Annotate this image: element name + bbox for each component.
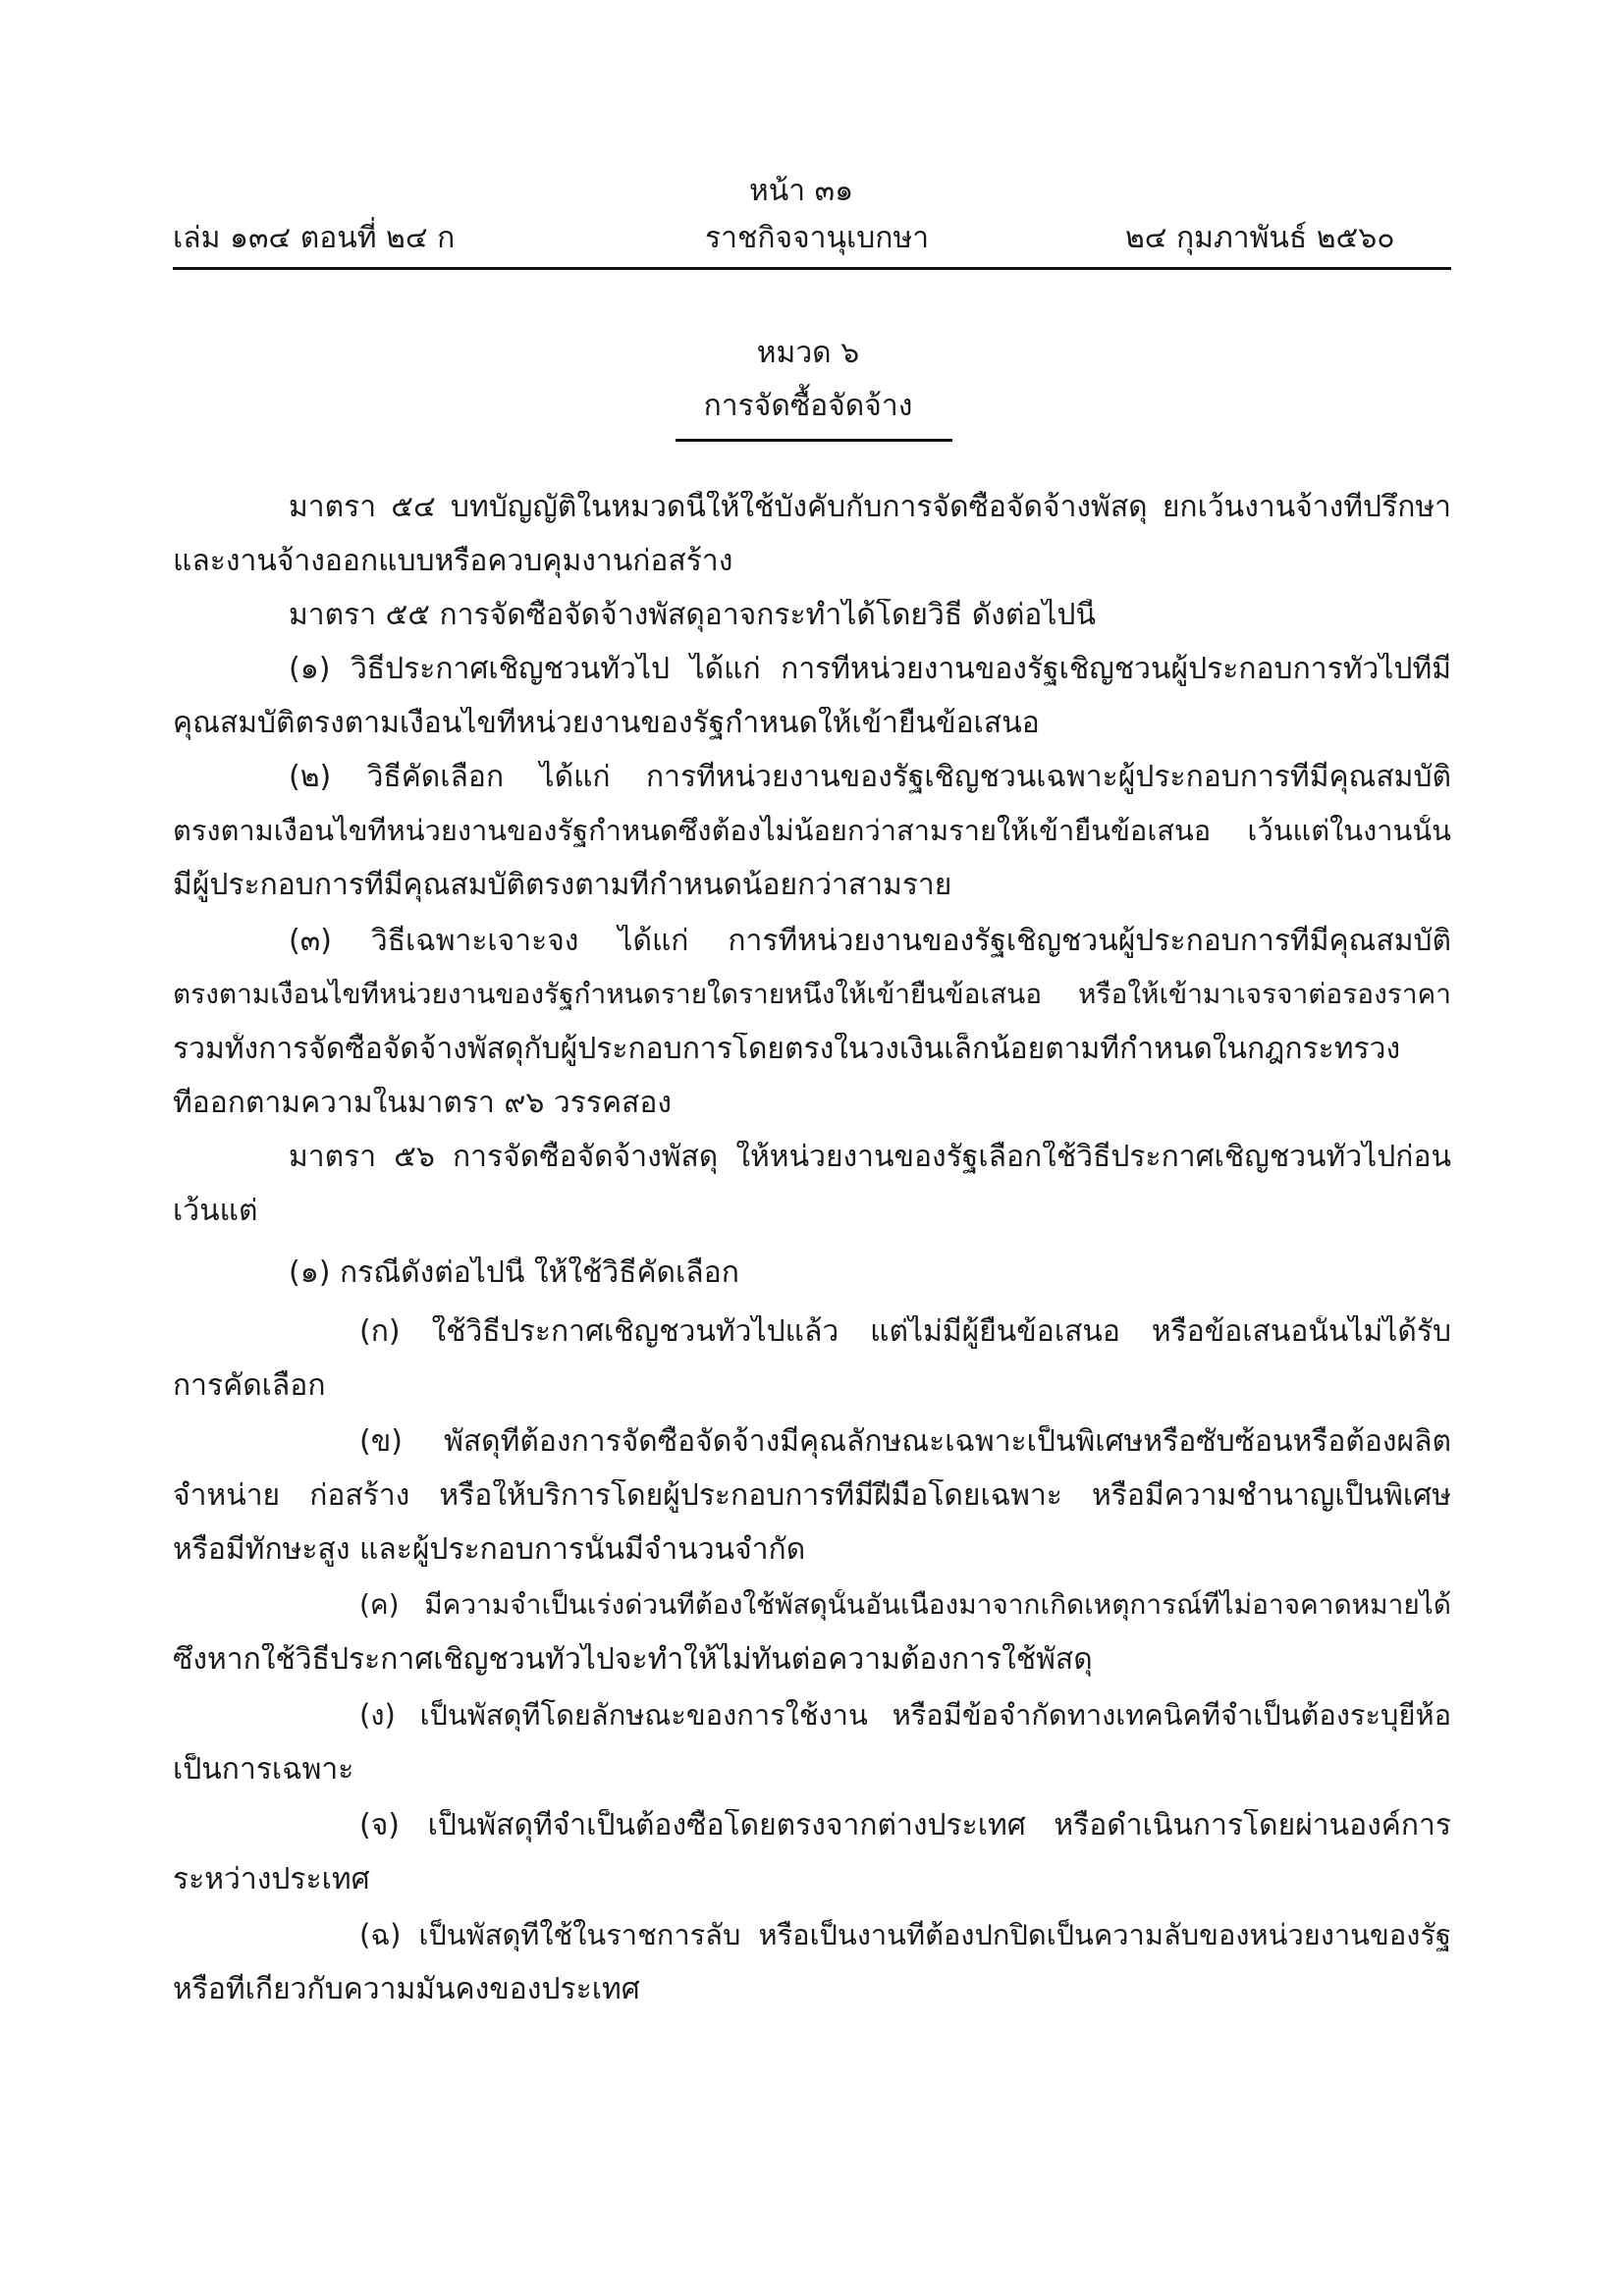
body-line-14: เว้นแต่	[173, 1195, 258, 1228]
body-line-3: มาตรา ๕๕ การจัดซื้อจัดจ้างพัสดุอาจกระทำได้โดยวิธี ดังต่อไปนี้	[289, 599, 1096, 632]
body-line-20: หรือมีทักษะสูง และผู้ประกอบการนั้นมีจำนวนจำกัด	[173, 1533, 806, 1567]
body-line-24: เป็นการเฉพาะ	[173, 1753, 354, 1787]
body-line-22: ซึ่งหากใช้วิธีประกาศเชิญชวนทั่วไปจะทำให้ไม่ทันต่อความต้องการใช้พัสดุ	[173, 1643, 1093, 1677]
body-line-13: มาตรา ๕๖ การจัดซื้อจัดจ้างพัสดุ ให้หน่วยงานของรัฐเลือกใช้วิธีประกาศเชิญชวนทั่วไปก่อน	[289, 1141, 1451, 1174]
chapter-number: หมวด ๖	[756, 336, 860, 370]
body-line-5: คุณสมบัติตรงตามเงื่อนไขที่หน่วยงานของรัฐกำหนดให้เข้ายื่นข้อเสนอ	[173, 707, 1040, 740]
header-rule	[173, 267, 1451, 270]
body-line-9: (๓) วิธีเฉพาะเจาะจง ได้แก่ การที่หน่วยงานของรัฐเชิญชวนผู้ประกอบการที่มีคุณสมบัติ	[289, 925, 1451, 958]
body-line-27: (ฉ) เป็นพัสดุที่ใช้ในราชการลับ หรือเป็นงานที่ต้องปกปิดเป็นความลับของหน่วยงานของรัฐ	[359, 1919, 1451, 1951]
chapter-title: การจัดซื้อจัดจ้าง	[703, 389, 913, 423]
body-line-1: มาตรา ๕๔ บทบัญญัติในหมวดนี้ให้ใช้บังคับกับการจัดซื้อจัดจ้างพัสดุ ยกเว้นงานจ้างที่ปรึกษา	[289, 491, 1451, 524]
page-number: หน้า ๓๑	[749, 174, 854, 208]
body-line-23: (ง) เป็นพัสดุที่โดยลักษณะของการใช้งาน หรือมีข้อจำกัดทางเทคนิคที่จำเป็นต้องระบุยี่ห้อ	[359, 1699, 1451, 1732]
body-line-4: (๑) วิธีประกาศเชิญชวนทั่วไป ได้แก่ การที่หน่วยงานของรัฐเชิญชวนผู้ประกอบการทั่วไปที่มี	[289, 653, 1451, 686]
body-line-19: จำหน่าย ก่อสร้าง หรือให้บริการโดยผู้ประกอบการที่มีฝีมือโดยเฉพาะ หรือมีความชำนาญเป็นพิเศษ	[173, 1479, 1451, 1513]
body-line-26: ระหว่างประเทศ	[173, 1863, 370, 1896]
body-line-6: (๒) วิธีคัดเลือก ได้แก่ การที่หน่วยงานของรัฐเชิญชวนเฉพาะผู้ประกอบการที่มีคุณสมบัติ	[289, 761, 1451, 794]
gazette-name: ราชกิจจานุเบกษา	[705, 221, 930, 255]
body-line-28: หรือที่เกี่ยวกับความมั่นคงของประเทศ	[173, 1973, 640, 2006]
body-line-2: และงานจ้างออกแบบหรือควบคุมงานก่อสร้าง	[173, 545, 733, 578]
body-line-11: รวมทั้งการจัดซื้อจัดจ้างพัสดุกับผู้ประกอบการโดยตรงในวงเงินเล็กน้อยตามที่กำหนดในกฎกระทรวง	[173, 1033, 1401, 1066]
body-line-17: การคัดเลือก	[173, 1369, 326, 1403]
volume-issue: เล่ม ๑๓๔ ตอนที่ ๒๔ ก	[173, 221, 456, 255]
body-line-18: (ข) พัสดุที่ต้องการจัดซื้อจัดจ้างมีคุณลักษณะเฉพาะเป็นพิเศษหรือซับซ้อนหรือต้องผลิต	[359, 1425, 1451, 1459]
chapter-rule	[676, 439, 952, 442]
body-line-21: (ค) มีความจำเป็นเร่งด่วนที่ต้องใช้พัสดุนั้นอันเนื่องมาจากเกิดเหตุการณ์ที่ไม่อาจคาดหมายได้	[359, 1589, 1451, 1621]
body-line-8: มีผู้ประกอบการที่มีคุณสมบัติตรงตามที่กำหนดน้อยกว่าสามราย	[173, 869, 952, 902]
body-line-12: ที่ออกตามความในมาตรา ๙๖ วรรคสอง	[173, 1087, 673, 1120]
body-line-10: ตรงตามเงื่อนไขที่หน่วยงานของรัฐกำหนดรายใดรายหนึ่งให้เข้ายื่นข้อเสนอ หรือให้เข้ามาเจรจาต่อรองราคา	[173, 979, 1451, 1010]
publication-date: ๒๔ กุมภาพันธ์ ๒๕๖๐	[1125, 221, 1395, 255]
body-line-7: ตรงตามเงื่อนไขที่หน่วยงานของรัฐกำหนดซึ่งต้องไม่น้อยกว่าสามรายให้เข้ายื่นข้อเสนอ เว้นแต่ในงานนั้น	[173, 815, 1451, 847]
body-line-25: (จ) เป็นพัสดุที่จำเป็นต้องซื้อโดยตรงจากต่างประเทศ หรือดำเนินการโดยผ่านองค์การ	[359, 1809, 1451, 1842]
body-line-15: (๑) กรณีดังต่อไปนี้ ให้ใช้วิธีคัดเลือก	[289, 1256, 739, 1290]
body-line-16: (ก) ใช้วิธีประกาศเชิญชวนทั่วไปแล้ว แต่ไม่มีผู้ยื่นข้อเสนอ หรือข้อเสนอนั้นไม่ได้รับ	[359, 1315, 1451, 1349]
